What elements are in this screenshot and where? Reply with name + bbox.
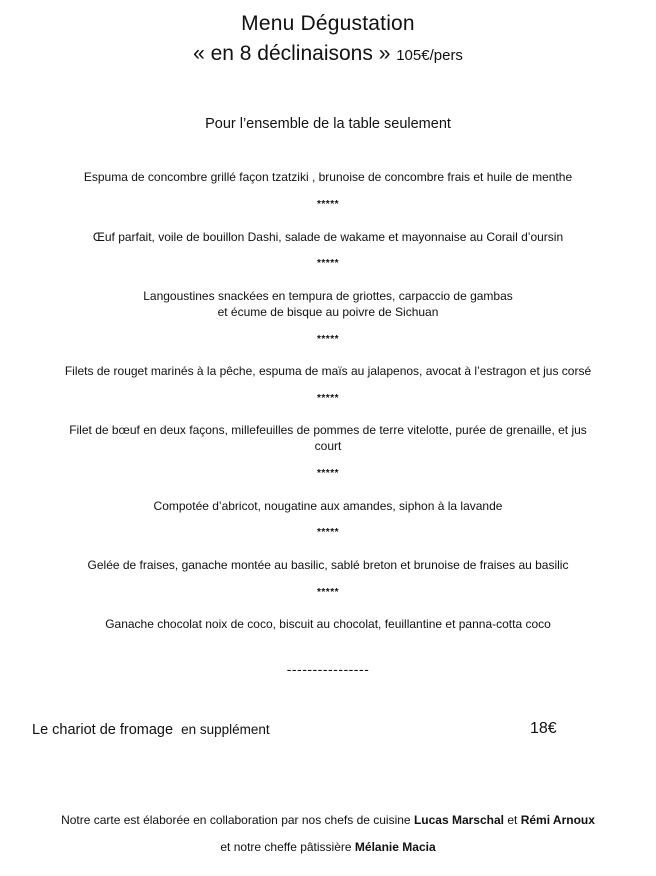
dish-8 bbox=[40, 616, 616, 632]
separator-6: ***** bbox=[317, 527, 339, 538]
dish-5-line-2: court bbox=[314, 439, 342, 453]
separator-1: ***** bbox=[317, 199, 339, 210]
dish-5 bbox=[40, 422, 616, 454]
menu-title: Menu Dégustation bbox=[241, 12, 415, 35]
menu-subtitle-text: « en 8 déclinaisons » bbox=[193, 42, 391, 65]
table-note: Pour l’ensemble de la table seulement bbox=[205, 116, 451, 132]
dish-1-line-1: Espuma de concombre grillé façon tzatziki , brunoise de concombre frais et huile de menthe bbox=[83, 170, 573, 184]
chef-name-2: Rémi Arnoux bbox=[520, 813, 595, 827]
dish-1 bbox=[40, 169, 616, 185]
dish-3-line-1: Langoustines snackées en tempura de griottes, carpaccio de gambas bbox=[143, 289, 513, 303]
dish-7-line-1: Gelée de fraises, ganache montée au basilic, sablé breton et brunoise de fraises au basilic bbox=[87, 558, 569, 572]
cheese-price: 18€ bbox=[530, 720, 557, 737]
dish-5-line-1: Filet de bœuf en deux façons, millefeuilles de pommes de terre vitelotte, purée de grenaille, et jus bbox=[69, 423, 587, 437]
credits-line-1 bbox=[0, 812, 656, 828]
dish-3-line-2: et écume de bisque au poivre de Sichuan bbox=[217, 305, 439, 319]
credits-and: et bbox=[507, 813, 518, 827]
menu-price: 105€/pers bbox=[396, 47, 463, 64]
cheese-supplement-note: en supplément bbox=[181, 722, 270, 737]
separator-4: ***** bbox=[317, 393, 339, 404]
separator-5: ***** bbox=[317, 468, 339, 479]
dish-8-line-1: Ganache chocolat noix de coco, biscuit au chocolat, feuillantine et panna-cotta coco bbox=[105, 617, 551, 631]
chef-name-1: Lucas Marschal bbox=[413, 813, 504, 827]
dish-2 bbox=[40, 229, 616, 245]
menu-subtitle bbox=[0, 40, 656, 70]
credits-pastry-prefix: et notre cheffe pâtissière bbox=[220, 840, 352, 854]
credits-prefix: Notre carte est élaborée en collaboration par nos chefs de cuisine bbox=[61, 813, 411, 827]
dish-4 bbox=[40, 363, 616, 379]
separator-2: ***** bbox=[317, 258, 339, 269]
dish-6-line-1: Compotée d’abricot, nougatine aux amandes, siphon à la lavande bbox=[153, 499, 503, 513]
separator-3: ***** bbox=[317, 334, 339, 345]
credits-line-2 bbox=[0, 839, 656, 855]
cheese-supplement bbox=[32, 720, 270, 740]
dish-2-line-1: Œuf parfait, voile de bouillon Dashi, salade de wakame et mayonnaise au Corail d’oursin bbox=[92, 230, 564, 244]
pastry-chef-name: Mélanie Macia bbox=[354, 840, 436, 854]
dish-4-line-1: Filets de rouget marinés à la pêche, espuma de maïs au jalapenos, avocat à l’estragon et jus corsé bbox=[64, 364, 592, 378]
cheese-label: Le chariot de fromage bbox=[32, 722, 174, 738]
dish-3 bbox=[40, 288, 616, 320]
dish-6 bbox=[40, 498, 616, 514]
separator-7: ***** bbox=[317, 587, 339, 598]
dish-7 bbox=[40, 557, 616, 573]
section-divider: ---------------- bbox=[286, 661, 370, 677]
